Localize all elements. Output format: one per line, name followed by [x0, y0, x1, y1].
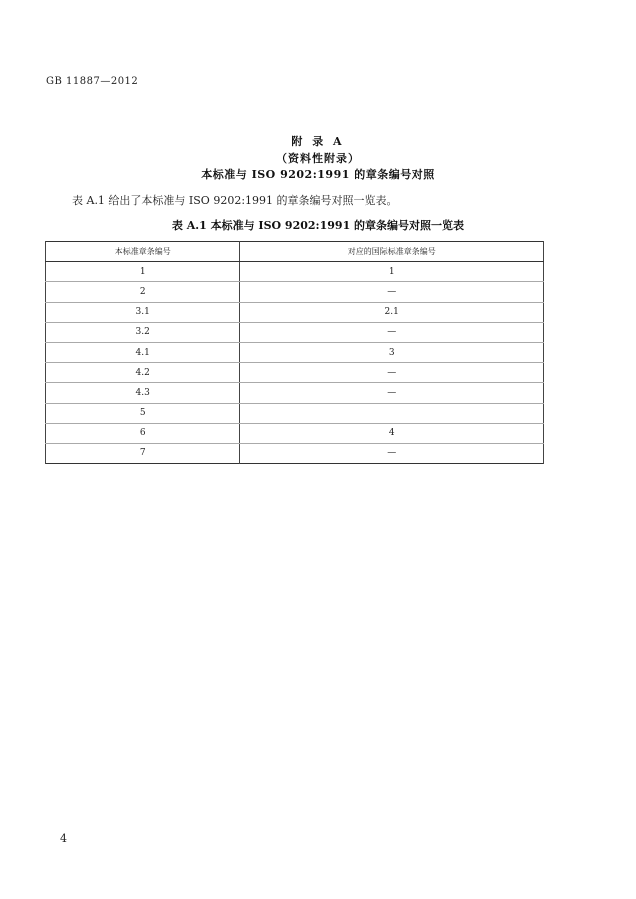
this-standard-clause: 3.1	[46, 302, 240, 322]
table-row	[46, 322, 544, 342]
this-standard-clause: 4.2	[46, 363, 240, 383]
table-row	[46, 262, 544, 282]
iso-clause: —	[240, 363, 544, 383]
iso-clause: 3	[240, 342, 544, 362]
table-caption: 表 A.1 本标准与 ISO 9202:1991 的章条编号对照一览表	[171, 219, 465, 232]
this-standard-clause: 4.3	[46, 383, 240, 403]
this-standard-clause: 5	[46, 403, 240, 423]
table-row	[46, 282, 544, 302]
document-code: GB 11887—2012	[46, 76, 139, 87]
iso-clause: —	[240, 322, 544, 342]
iso-clause: —	[240, 282, 544, 302]
clause-mapping-table	[45, 241, 544, 464]
this-standard-clause: 1	[46, 262, 240, 282]
column-header-iso-standard: 对应的国际标准章条编号	[240, 242, 544, 262]
this-standard-clause: 3.2	[46, 322, 240, 342]
iso-clause: 1	[240, 262, 544, 282]
table-header-row	[46, 242, 544, 262]
page-number: 4	[60, 832, 67, 845]
table-row	[46, 363, 544, 383]
table-row	[46, 423, 544, 443]
table-row	[46, 383, 544, 403]
this-standard-clause: 2	[46, 282, 240, 302]
intro-paragraph: 表 A.1 给出了本标准与 ISO 9202:1991 的章条编号对照一览表。	[72, 194, 398, 207]
column-header-this-standard: 本标准章条编号	[46, 242, 240, 262]
annex-title: 本标准与 ISO 9202:1991 的章条编号对照	[201, 168, 435, 181]
iso-clause: —	[240, 383, 544, 403]
iso-clause: —	[240, 443, 544, 463]
table-row	[46, 342, 544, 362]
iso-clause: 2.1	[240, 302, 544, 322]
this-standard-clause: 7	[46, 443, 240, 463]
this-standard-clause: 6	[46, 423, 240, 443]
iso-clause: 4	[240, 423, 544, 443]
annex-label: 附 录 A	[291, 135, 345, 148]
table-row	[46, 443, 544, 463]
iso-clause	[240, 403, 544, 423]
table-row	[46, 403, 544, 423]
this-standard-clause: 4.1	[46, 342, 240, 362]
table-row	[46, 302, 544, 322]
annex-type: （资料性附录）	[276, 152, 360, 165]
